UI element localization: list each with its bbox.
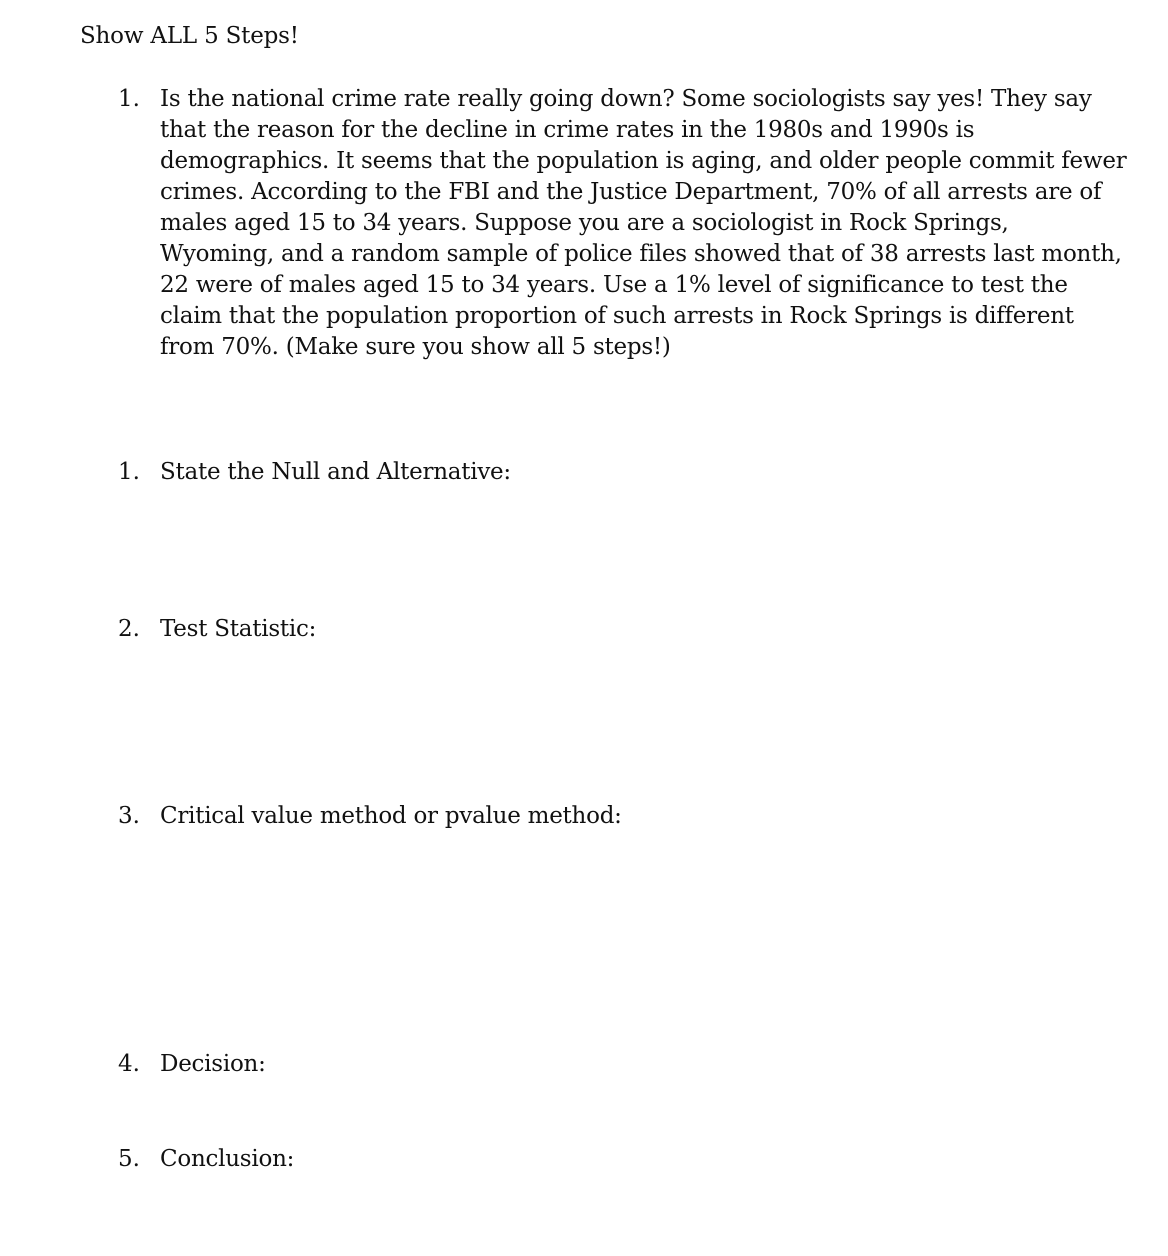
step-number: 4. (118, 1051, 140, 1077)
step-label: Test Statistic: (160, 616, 317, 642)
step-label: State the Null and Alternative: (160, 459, 511, 485)
worksheet-heading: Show ALL 5 Steps! (80, 23, 299, 49)
step-label: Conclusion: (160, 1146, 295, 1172)
step-conclusion (118, 1144, 1128, 1175)
problem-question (118, 84, 1128, 363)
step-state-null-alternative (118, 457, 1128, 488)
problem-number: 1. (118, 86, 140, 112)
step-label: Critical value method or pvalue method: (160, 803, 622, 829)
step-decision (118, 1049, 1128, 1080)
step-number: 5. (118, 1146, 140, 1172)
step-number: 2. (118, 616, 140, 642)
step-method (118, 801, 1128, 832)
problem-text: Is the national crime rate really going down? Some sociologists say yes! They say that the reason for the decline in crime rates in the 1980s and 1990s is demographics. It seems that the population is aging, and older people commit fewer crimes. According to the FBI and the Justice Department, 70% of all arrests are of males aged 15 to 34 years. Suppose you are a sociologist in Rock Springs, Wyoming, and a random sample of police files showed that of 38 arrests last month, 22 were of males aged 15 to 34 years. Use a 1% level of significance to test the claim that the population proportion of such arrests in Rock Springs is different from 70%. (Make sure you show all 5 steps!) (160, 86, 1127, 360)
step-number: 1. (118, 459, 140, 485)
step-label: Decision: (160, 1051, 266, 1077)
step-test-statistic (118, 614, 1128, 645)
step-number: 3. (118, 803, 140, 829)
